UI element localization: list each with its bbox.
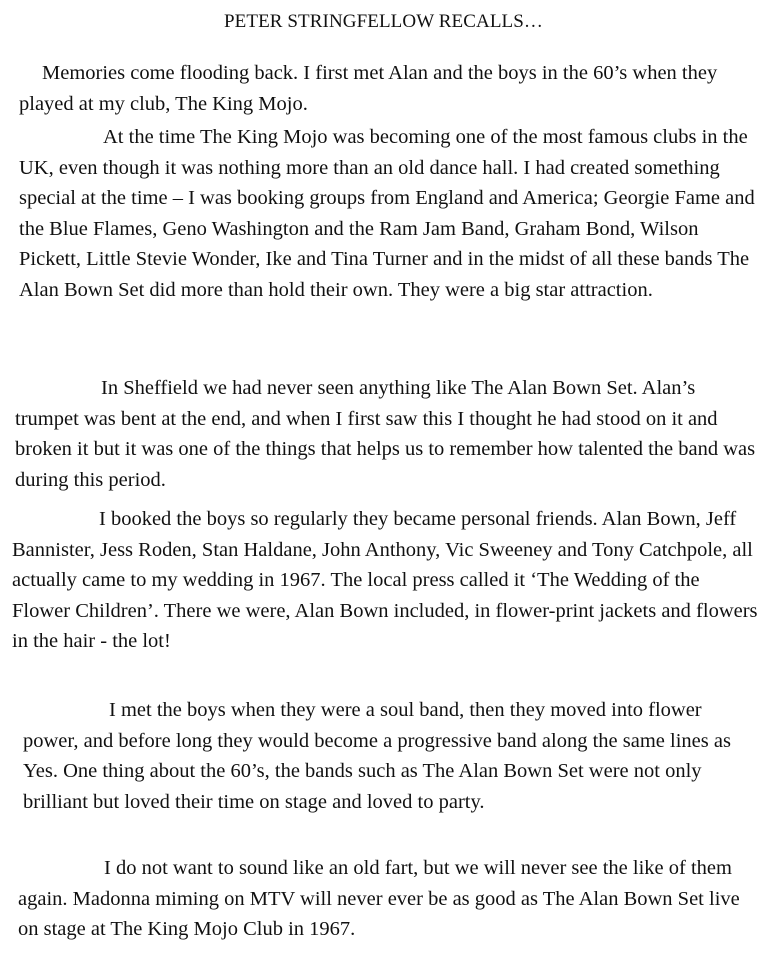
paragraph-wedding: I booked the boys so regularly they became personal friends. Alan Bown, Jeff Bannister, Jess Roden, Stan Haldane, John Anthony, Vic Sweeney and Tony Catchpole, all actually came to my wedding in 1967. The local press called it ‘The Wedding of the Flower Children’. There we were, Alan Bown included, in flower-print jackets and flowers in the hair - the lot! (12, 508, 758, 653)
paragraph-never-again: I do not want to sound like an old fart, but we will never see the like of them again. Madonna miming on MTV will never ever be as good as The Alan Bown Set live on stage at The King Mojo Club in 1967. (18, 857, 740, 941)
paragraph-memories: Memories come flooding back. I first met Alan and the boys in the 60’s when they played at my club, The King Mojo. (19, 62, 718, 115)
paragraph-king-mojo: At the time The King Mojo was becoming one of the most famous clubs in the UK, even though it was nothing more than an old dance hall. I had created something special at the time – I was booking groups from England and America; Georgie Fame and the Blue Flames, Geno Washington and the Ram Jam Band, Graham Bond, Wilson Pickett, Little Stevie Wonder, Ike and Tina Turner and in the midst of all these bands The Alan Bown Set did more than hold their own. They were a big star attraction. (19, 126, 755, 301)
document-title: PETER STRINGFELLOW RECALLS… (223, 11, 544, 32)
paragraph-flower-power: I met the boys when they were a soul band, then they moved into flower power, and before long they would become a progressive band along the same lines as Yes. One thing about the 60’s, the bands such as The Alan Bown Set were not only brilliant but loved their time on stage and loved to party. (23, 699, 731, 813)
paragraph-sheffield: In Sheffield we had never seen anything like The Alan Bown Set. Alan’s trumpet was bent at the end, and when I first saw this I thought he had stood on it and broken it but it was one of the things that helps us to remember how talented the band was during this period. (15, 377, 756, 491)
